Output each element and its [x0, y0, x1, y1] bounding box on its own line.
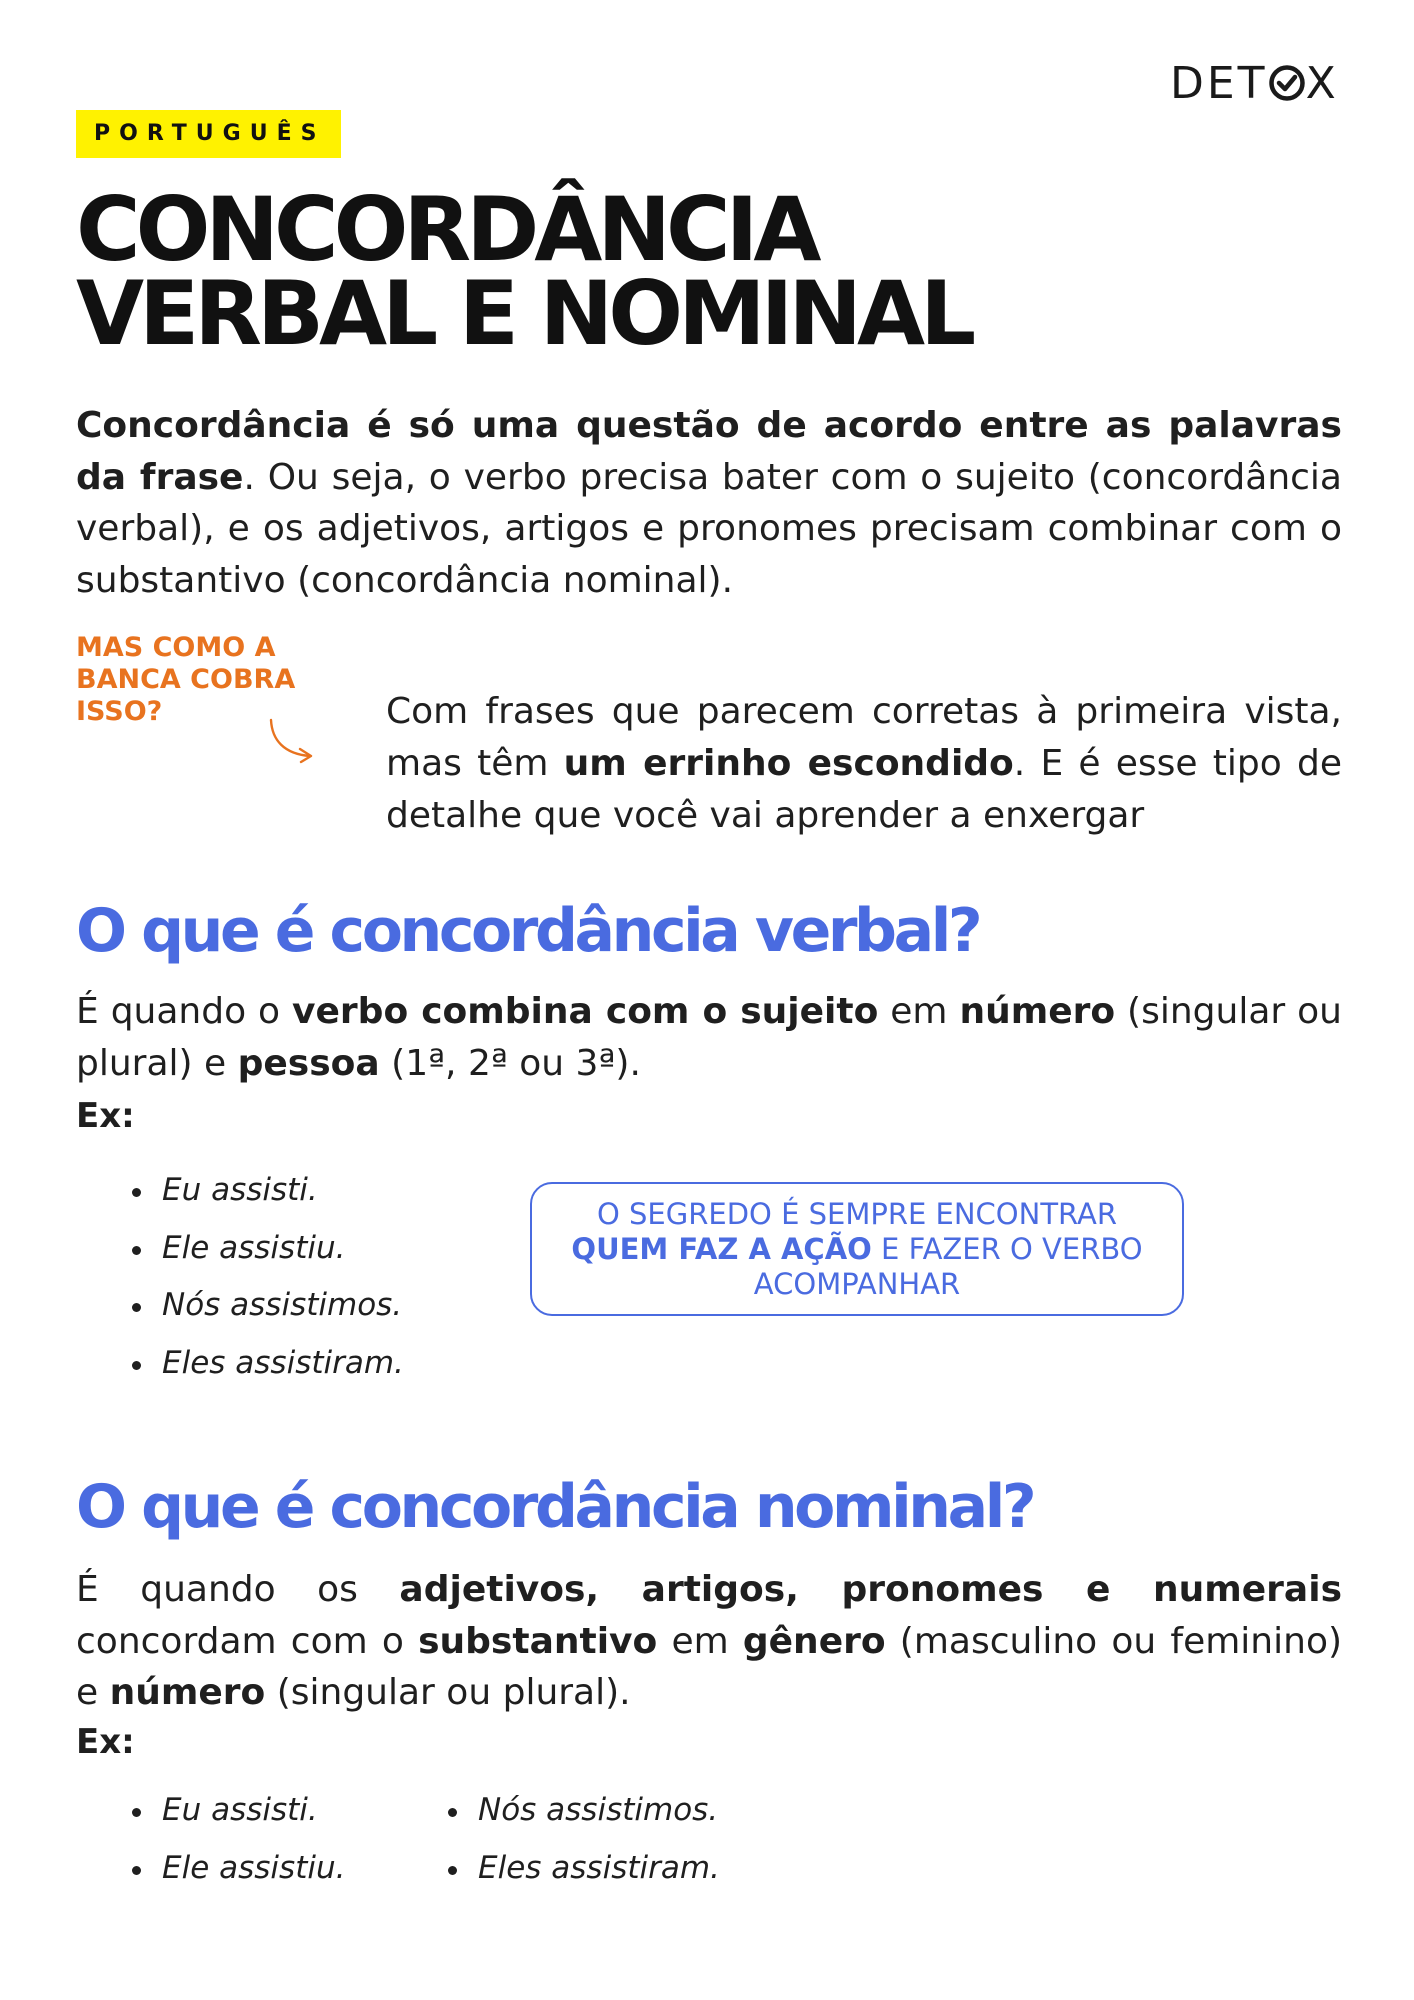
list-item: Ele assistiu. [124, 1840, 345, 1898]
verbal-bold-3: pessoa [237, 1042, 380, 1084]
nominal-example-list-1 [124, 1782, 345, 1897]
verbal-text-4: (1ª, 2ª ou 3ª). [379, 1042, 641, 1084]
intro-paragraph [76, 400, 1342, 606]
callout-text-b: . E é esse tipo de detalhe que você vai aprender a enxergar [386, 743, 1342, 836]
verbal-text-1: É quando o [76, 991, 293, 1032]
logo-text-right: X [1305, 58, 1339, 109]
secret-line-2 [532, 1232, 1182, 1267]
verbal-definition [76, 986, 1342, 1089]
nominal-bold-4: número [109, 1672, 266, 1713]
logo-o-check-icon [1268, 62, 1306, 113]
subject-tag: PORTUGUÊS [76, 110, 341, 158]
secret-line-2-rest: E FAZER O VERBO [871, 1232, 1143, 1266]
secret-bold: QUEM FAZ A AÇÃO [571, 1232, 872, 1266]
brand-logo [1170, 58, 1339, 113]
callout-label: MAS COMO A BANCA COBRA ISSO? [76, 632, 296, 727]
verbal-bold-2: número [959, 991, 1116, 1032]
nominal-text-1: É quando os [76, 1569, 400, 1610]
callout-text-a: Com frases que parecem corretas à primeira vista, mas têm [386, 691, 1342, 784]
intro-bold: Concordância é só uma questão de acordo entre as palavras da frase [76, 405, 1342, 498]
nominal-definition [76, 1564, 1342, 1719]
heading-verbal: O que é concordância verbal? [76, 896, 980, 966]
list-item: Eu assisti. [124, 1782, 345, 1840]
title-line-2: VERBAL E NOMINAL [76, 262, 972, 365]
logo-text-left: DET [1170, 58, 1268, 109]
list-item: Eles assistiram. [124, 1335, 404, 1393]
list-item: Ele assistiu. [124, 1220, 404, 1278]
secret-line-1: O SEGREDO É SEMPRE ENCONTRAR [596, 1197, 1118, 1231]
verbal-text-2: em [878, 991, 960, 1032]
curved-arrow-icon [264, 716, 320, 768]
nominal-bold-3: gênero [742, 1620, 886, 1662]
secret-line-3: ACOMPANHAR [753, 1267, 961, 1301]
list-item: Eles assistiram. [440, 1840, 720, 1898]
verbal-example-label: Ex: [76, 1096, 135, 1136]
page-title [76, 178, 972, 365]
nominal-example-list-2 [440, 1782, 720, 1897]
verbal-example-list [124, 1162, 404, 1392]
title-line-1: CONCORDÂNCIA [76, 178, 817, 281]
nominal-text-4: (masculino ou feminino) e [76, 1620, 1343, 1713]
heading-nominal: O que é concordância nominal? [76, 1472, 1034, 1542]
nominal-text-3: em [657, 1620, 743, 1662]
secret-tip-box [530, 1182, 1184, 1316]
nominal-bold-2: substantivo [418, 1620, 658, 1662]
list-item: Nós assistimos. [124, 1277, 404, 1335]
nominal-text-5: (singular ou plural). [265, 1672, 631, 1713]
nominal-text-2: concordam com o [76, 1620, 419, 1662]
callout-text-bold: um errinho escondido [563, 743, 1014, 784]
nominal-example-label: Ex: [76, 1722, 135, 1762]
callout-text [386, 686, 1342, 842]
nominal-bold-1: adjetivos, artigos, pronomes e numerais [399, 1569, 1342, 1610]
list-item: Eu assisti. [124, 1162, 404, 1220]
list-item: Nós assistimos. [440, 1782, 720, 1840]
verbal-bold-1: verbo combina com o sujeito [292, 991, 879, 1032]
intro-rest: . Ou seja, o verbo precisa bater com o sujeito (concordância verbal), e os adjetivos, artigos e pronomes precisam combinar com o substantivo (concordância nominal). [76, 456, 1342, 601]
verbal-text-3: (singular ou plural) e [76, 991, 1342, 1084]
